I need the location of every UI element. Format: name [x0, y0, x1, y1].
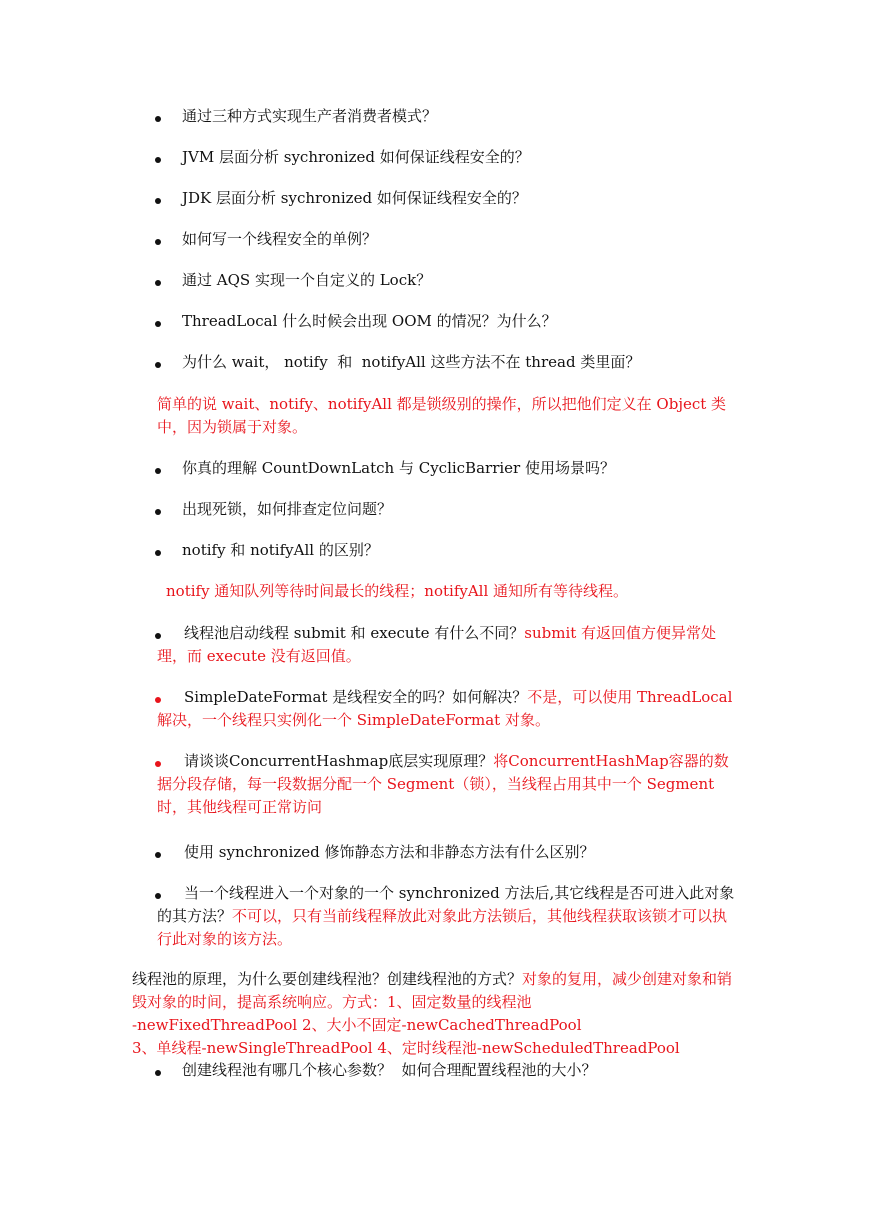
list-item: [157, 841, 742, 864]
question-text: 为什么 wait， notify 和 notifyAll 这些方法不在 thread 类里面？: [182, 353, 641, 371]
question-text: 请谈谈ConcurrentHashmap底层实现原理？: [184, 752, 494, 770]
question-text: 当一个线程进入一个对象的一个 synchronized 方法后,其它线程是否可进入此对象的其方法？: [157, 884, 735, 925]
question-text: 通过三种方式实现生产者消费者模式？: [182, 107, 438, 125]
question-text: 通过 AQS 实现一个自定义的 Lock？: [182, 271, 432, 289]
answer-text: 不可以，只有当前线程释放此对象此方法锁后，其他线程获取该锁才可以执行此对象的该方法。: [157, 907, 728, 948]
question-text: 如何写一个线程安全的单例？: [182, 230, 378, 248]
list-item: [157, 750, 742, 819]
threadpool-line: [132, 1014, 744, 1037]
question-text: JDK 层面分析 sychronized 如何保证线程安全的？: [182, 189, 527, 207]
list-item: [160, 310, 740, 333]
answer-text: 简单的说 wait、notify、notifyAll 都是锁级别的操作，所以把他们定义在 Object 类中，因为锁属于对象。: [157, 395, 727, 436]
question-text: 你真的理解 CountDownLatch 与 CyclicBarrier 使用场景吗？: [182, 459, 615, 477]
answer-text: 对象的复用，减少创建对象和销毁对象的时间，提高系统响应。方式：1、固定数量的线程池: [132, 970, 733, 1011]
question-text: 线程池的原理，为什么要创建线程池？创建线程池的方式？: [132, 970, 523, 988]
question-text: 线程池启动线程 submit 和 execute 有什么不同？: [184, 624, 525, 642]
list-item: [160, 228, 740, 251]
list-item: [160, 498, 740, 521]
answer-text: 将ConcurrentHashMap容器的数据分段存储，每一段数据分配一个 Segment（锁），当线程占用其中一个 Segment 时，其他线程可正常访问: [157, 752, 729, 816]
answer-text: -newFixedThreadPool 2、大小不固定-newCachedThreadPool: [132, 1016, 582, 1034]
answer-text: submit 有返回值方便异常处理，而 execute 没有返回值。: [157, 624, 717, 665]
list-item: [160, 269, 740, 292]
list-item: [160, 146, 740, 169]
list-item: [160, 457, 740, 480]
question-text: 出现死锁，如何排查定位问题？: [182, 500, 393, 518]
list-item: [157, 882, 742, 951]
list-item: [157, 622, 742, 668]
answer-paragraph: [166, 580, 746, 603]
question-text: JVM 层面分析 sychronized 如何保证线程安全的？: [182, 148, 530, 166]
question-text: notify 和 notifyAll 的区别？: [182, 541, 379, 559]
list-item: [160, 187, 740, 210]
question-text: 创建线程池有哪几个核心参数？ 如何合理配置线程池的大小？: [182, 1061, 597, 1079]
answer-text: 不是，可以使用 ThreadLocal 解决，一个线程只实例化一个 SimpleDateFormat 对象。: [157, 688, 738, 729]
list-item: [160, 1059, 740, 1082]
list-item: [157, 686, 742, 732]
answer-text: notify 通知队列等待时间最长的线程；notifyAll 通知所有等待线程。: [166, 582, 629, 600]
list-item: [160, 105, 740, 128]
question-text: ThreadLocal 什么时候会出现 OOM 的情况？为什么？: [182, 312, 557, 330]
question-text: SimpleDateFormat 是线程安全的吗？如何解决？: [184, 688, 528, 706]
question-text: 使用 synchronized 修饰静态方法和非静态方法有什么区别？: [184, 843, 595, 861]
answer-text: 3、单线程-newSingleThreadPool 4、定时线程池-newScheduledThreadPool: [132, 1039, 680, 1057]
list-item: [160, 351, 740, 374]
threadpool-line: [132, 1037, 744, 1060]
answer-paragraph: [157, 393, 742, 439]
list-item: [160, 539, 740, 562]
threadpool-paragraph: [132, 968, 744, 1014]
